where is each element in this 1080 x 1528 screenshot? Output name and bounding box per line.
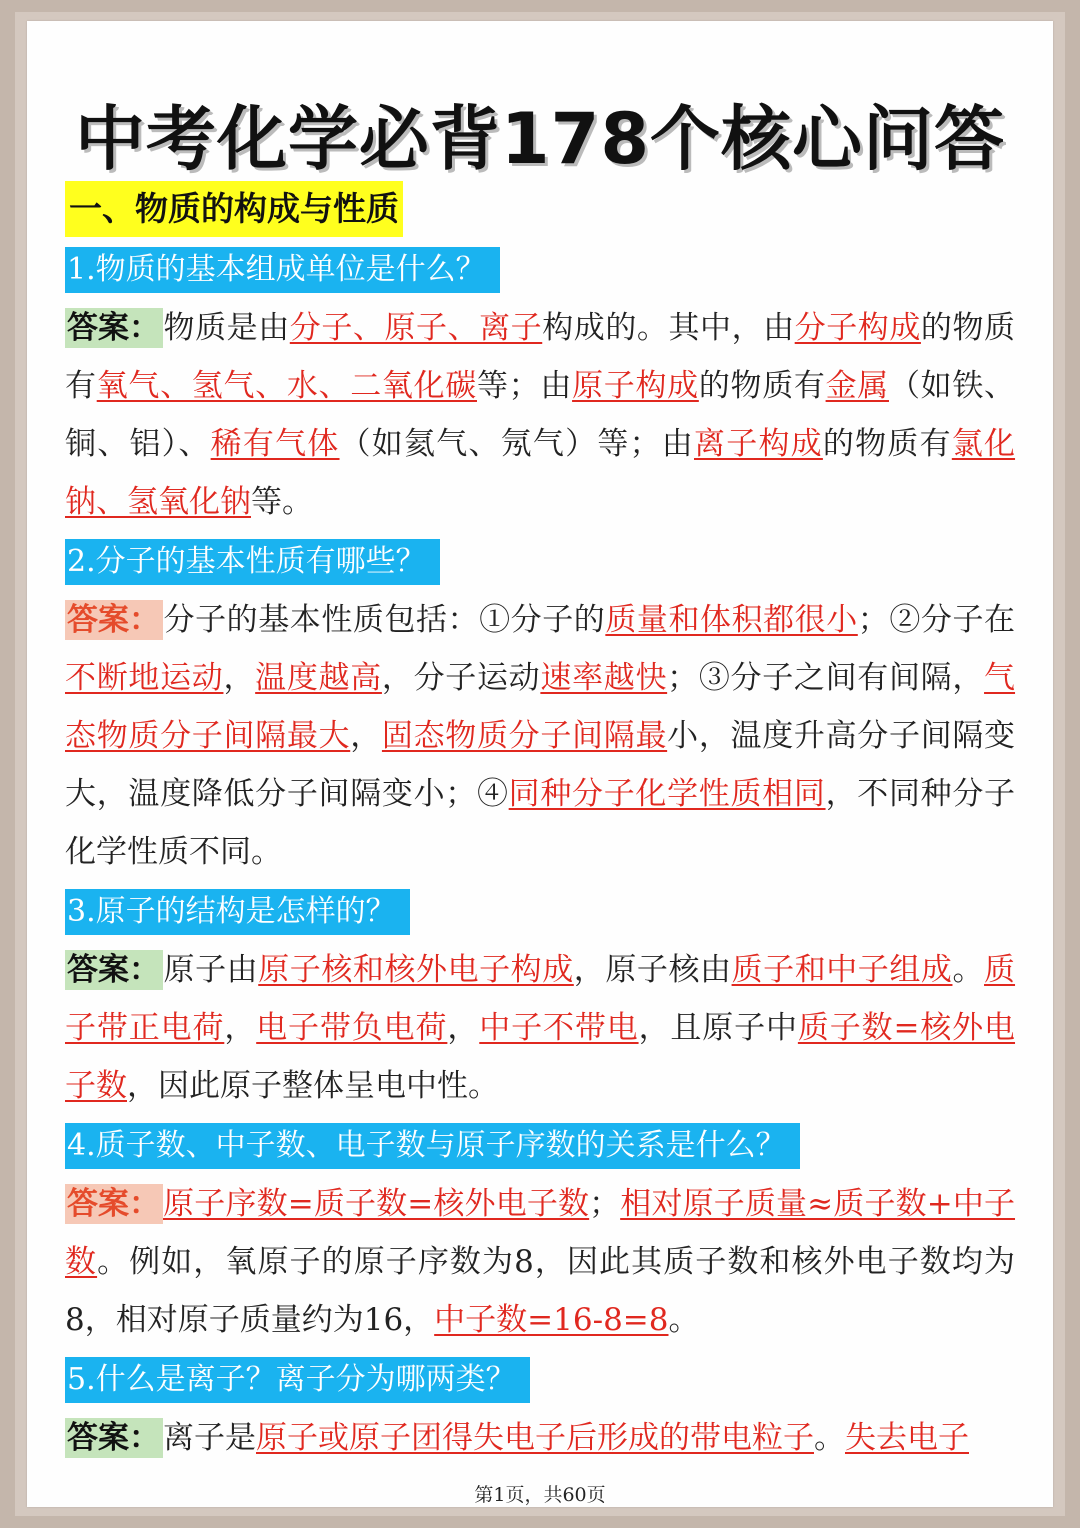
answer-segment: 等。 <box>251 484 313 520</box>
answer-segment: 的物质有 <box>698 368 826 404</box>
key-phrase: 质子带正电荷 <box>65 952 1016 1046</box>
key-phrase: 气态物质分子间隔最大 <box>65 660 1016 754</box>
answer-segment: ，分子运动 <box>381 660 541 696</box>
answer-segment: ， <box>224 1010 257 1046</box>
answer-segment: 构成的。其中，由 <box>542 310 795 346</box>
page-footer: 第1页，共60页 <box>474 1484 606 1506</box>
answer-segment: ，原子核由 <box>573 952 732 988</box>
qa-item <box>65 889 1015 1115</box>
key-phrase: 速率越快 <box>540 660 668 696</box>
answer-label: 答案： <box>65 600 163 640</box>
section-heading: 一、物质的构成与性质 <box>65 181 403 237</box>
answer-segment: ， <box>223 660 256 696</box>
answer-segment: 。 <box>668 1302 700 1338</box>
answer-label: 答案： <box>65 950 163 990</box>
answer-segment: ，因此原子整体呈电中性。 <box>127 1068 499 1104</box>
answer-text <box>65 591 1015 881</box>
key-phrase: 分子、原子、离子 <box>289 310 543 346</box>
qa-item <box>65 1357 1015 1467</box>
answer-text <box>65 299 1015 531</box>
key-phrase: 原子构成 <box>572 368 699 404</box>
answer-text <box>65 1409 1015 1467</box>
qa-item <box>65 539 1015 881</box>
key-phrase: 氯化钠、氢氧化钠 <box>65 426 1016 520</box>
answer-segment: 。 <box>952 952 985 988</box>
page-title: 中考化学必背178个核心问答 <box>74 98 1006 180</box>
key-phrase: 不断地运动 <box>65 660 224 696</box>
key-phrase: 温度越高 <box>255 660 382 696</box>
answer-label: 答案： <box>65 1184 163 1224</box>
key-phrase: 原子核和核外电子构成 <box>258 952 574 988</box>
answer-segment: 。例如，氧原子的原子序数为8，因此其质子数和核外电子数均为8，相对原子质量约为16， <box>65 1244 1015 1338</box>
key-phrase: 质子和中子组成 <box>731 952 953 988</box>
key-phrase: 金属 <box>825 368 889 404</box>
answer-segment: ，不同种分子化学性质不同。 <box>65 776 1016 870</box>
answer-segment: 分子的基本性质包括：①分子的 <box>163 602 606 638</box>
document-page <box>27 21 1053 1507</box>
qa-item <box>65 1123 1015 1349</box>
answer-segment: ， <box>350 718 382 754</box>
answer-segment: 原子由 <box>163 952 259 988</box>
answer-segment: （如氦气、氖气）等；由 <box>339 426 694 462</box>
key-phrase: 固态物质分子间隔最 <box>381 718 668 754</box>
answer-segment: 离子是 <box>163 1420 256 1456</box>
answer-segment: 的物质有 <box>822 426 952 462</box>
answer-segment: ； <box>589 1186 621 1222</box>
key-phrase: 分子构成 <box>794 310 921 346</box>
answer-segment: ，且原子中 <box>638 1010 798 1046</box>
key-phrase: 失去电子 <box>845 1420 969 1456</box>
answer-segment: ；③分子之间有间隔， <box>667 660 985 696</box>
question-heading: 1.物质的基本组成单位是什么？ <box>65 247 500 293</box>
qa-list <box>65 247 1015 1475</box>
key-phrase: 质量和体积都很小 <box>605 602 858 638</box>
key-phrase: 中子不带电 <box>479 1010 639 1046</box>
question-heading: 3.原子的结构是怎样的？ <box>65 889 410 935</box>
question-heading: 4.质子数、中子数、电子数与原子序数的关系是什么？ <box>65 1123 800 1169</box>
answer-text <box>65 941 1015 1115</box>
question-heading: 2.分子的基本性质有哪些？ <box>65 539 440 585</box>
qa-item <box>65 247 1015 531</box>
key-phrase: 中子数=16-8=8 <box>434 1302 669 1338</box>
key-phrase: 质子数=核外电子数 <box>65 1010 1016 1104</box>
answer-segment: （如铁、铜、铝）、 <box>65 368 1016 462</box>
answer-label: 答案： <box>65 308 163 348</box>
answer-label: 答案： <box>65 1418 163 1458</box>
answer-segment: 等；由 <box>476 368 573 404</box>
key-phrase: 电子带负电荷 <box>256 1010 448 1046</box>
key-phrase: 同种分子化学性质相同 <box>508 776 826 812</box>
key-phrase: 氧气、氢气、水、二氧化碳 <box>96 368 477 404</box>
question-heading: 5.什么是离子？离子分为哪两类？ <box>65 1357 530 1403</box>
answer-segment: 的物质有 <box>65 310 1016 404</box>
answer-segment: 。 <box>814 1420 845 1456</box>
answer-segment: 物质是由 <box>163 310 290 346</box>
key-phrase: 原子或原子团得失电子后形成的带电粒子 <box>256 1420 814 1456</box>
key-phrase: 相对原子质量≈质子数+中子数 <box>65 1186 1016 1280</box>
page-frame <box>15 12 1065 1516</box>
answer-segment: 小，温度升高分子间隔变大，温度降低分子间隔变小；④ <box>65 718 1016 812</box>
key-phrase: 原子序数=质子数=核外电子数 <box>163 1186 590 1222</box>
key-phrase: 离子构成 <box>694 426 823 462</box>
answer-segment: ， <box>447 1010 480 1046</box>
answer-text <box>65 1175 1015 1349</box>
answer-segment: ；②分子在 <box>857 602 1016 638</box>
key-phrase: 稀有气体 <box>210 426 340 462</box>
